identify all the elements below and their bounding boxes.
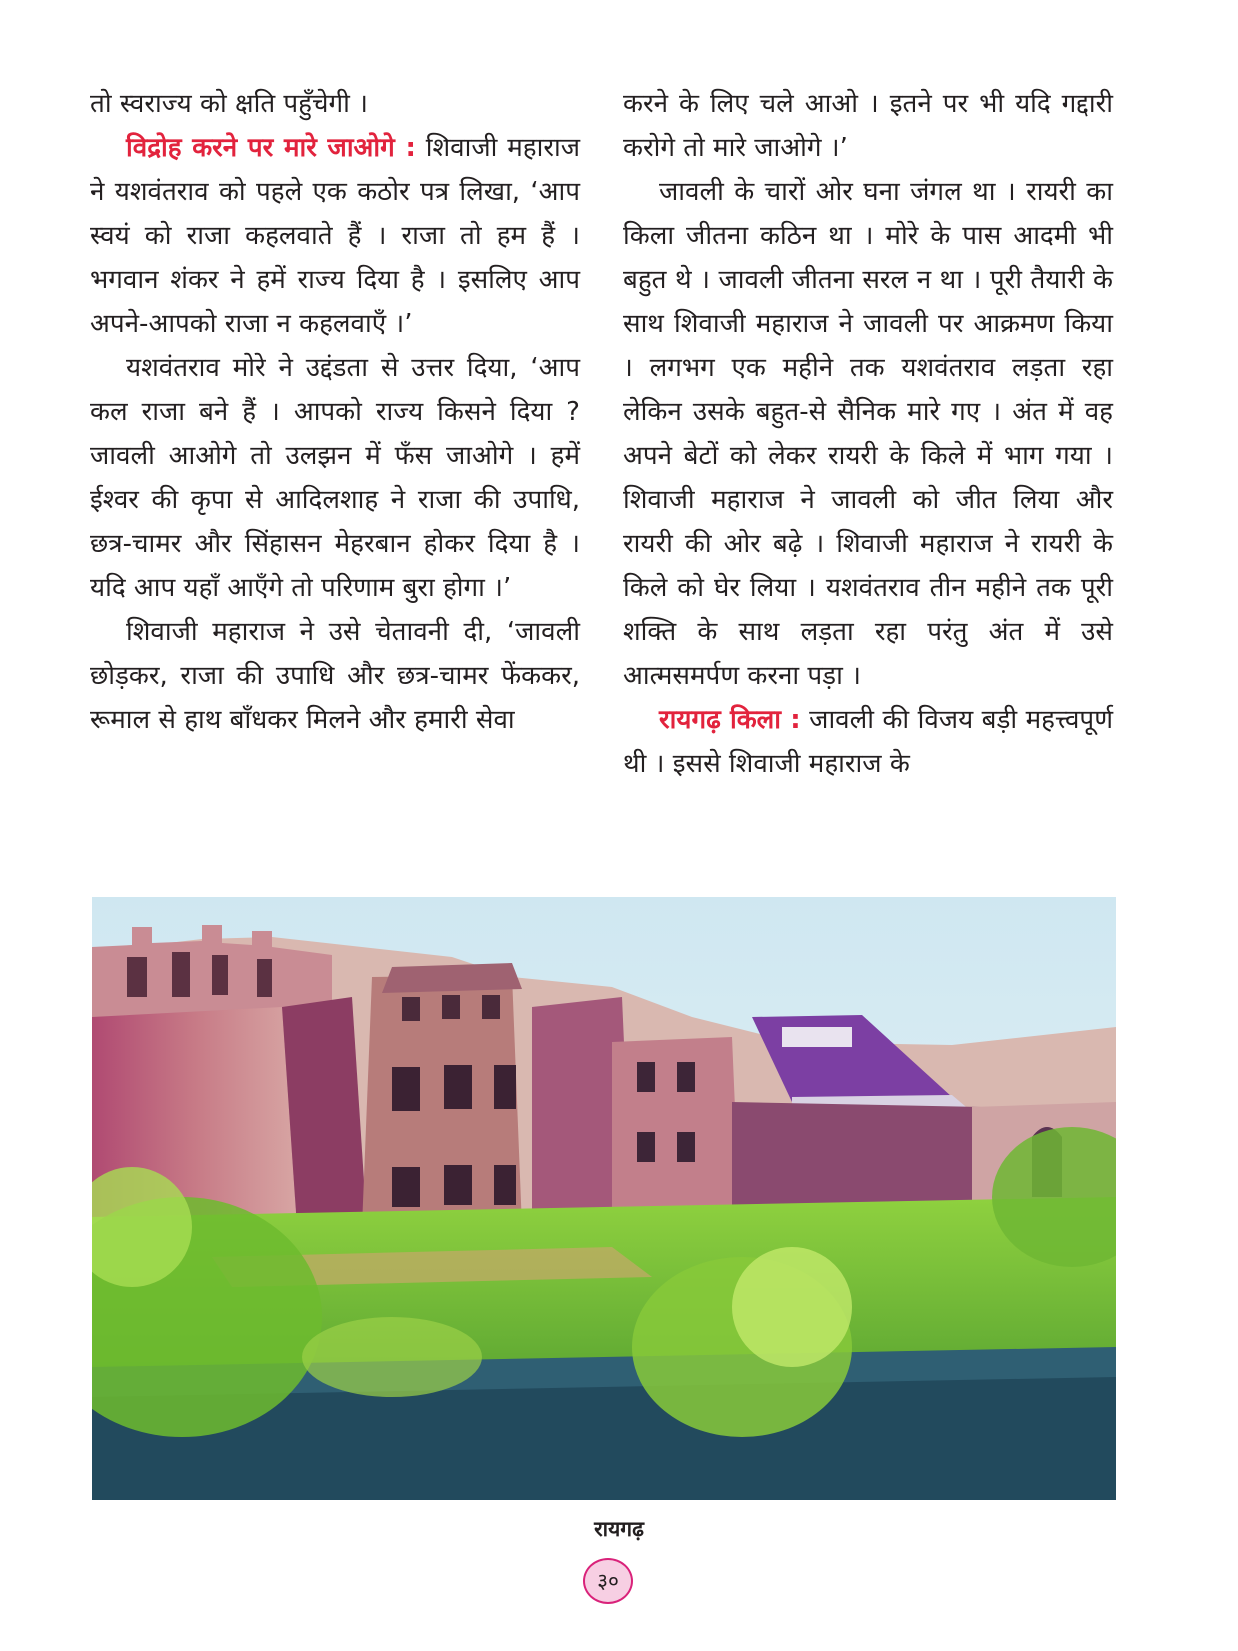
paragraph: जावली के चारों ओर घना जंगल था । रायरी का किला जीतना कठिन था । मोरे के पास आदमी भी बहुत थे । जावली जीतना सरल न था । पूरी तैयारी के साथ शिवाजी महाराज ने जावली पर आक्रमण किया । लगभग एक महीने तक यशवंतराव लड़ता रहा लेकिन उसके बहुत-से सैनिक मारे गए । अंत में वह अपने बेटों को लेकर रायरी के किले में भाग गया । शिवाजी महाराज ने जावली को जीत लिया और रायरी की ओर बढ़े । शिवाजी महाराज ने रायरी के किले को घेर लिया । यशवंतराव तीन महीने तक पूरी शक्ति के साथ लड़ता रहा परंतु अंत में उसे आत्मसमर्पण करना पड़ा । <box>623 177 1113 691</box>
section-heading: रायगढ़ किला : <box>659 705 801 735</box>
right-text-column <box>623 82 1113 786</box>
left-text-column <box>90 82 580 742</box>
paragraph <box>90 126 580 346</box>
fort-illustration <box>92 897 1116 1500</box>
paragraph: तो स्वराज्य को क्षति पहुँचेगी । <box>90 89 368 119</box>
paragraph-text: जावली की विजय बड़ी महत्त्वपूर्ण थी । इससे शिवाजी महाराज के <box>623 705 1113 779</box>
fort-painting <box>92 897 1116 1500</box>
figure-caption: रायगढ़ <box>594 1517 644 1541</box>
paragraph <box>623 698 1113 786</box>
page-number-badge: ३० <box>583 1558 633 1604</box>
paragraph: यशवंतराव मोरे ने उद्दंडता से उत्तर दिया, ‘आप कल राजा बने हैं । आपको राज्य किसने दिया ? जावली आओगे तो उलझन में फँस जाओगे । हमें ईश्वर की कृपा से आदिलशाह ने राजा की उपाधि, छत्र-चामर और सिंहासन मेहरबान होकर दिया है । यदि आप यहाँ आएँगे तो परिणाम बुरा होगा ।’ <box>90 353 580 603</box>
paragraph-text: शिवाजी महाराज ने यशवंतराव को पहले एक कठोर पत्र लिखा, ‘आप स्वयं को राजा कहलवाते हैं । राजा तो हम हैं । भगवान शंकर ने हमें राज्य दिया है । इसलिए आप अपने-आपको राजा न कहलवाएँ ।’ <box>90 133 580 339</box>
paragraph: शिवाजी महाराज ने उसे चेतावनी दी, ‘जावली छोड़कर, राजा की उपाधि और छत्र-चामर फेंककर, रूमाल से हाथ बाँधकर मिलने और हमारी सेवा <box>90 617 580 735</box>
section-heading: विद्रोह करने पर मारे जाओगे : <box>126 133 416 163</box>
paragraph: करने के लिए चले आओ । इतने पर भी यदि गद्दारी करोगे तो मारे जाओगे ।’ <box>623 89 1113 163</box>
